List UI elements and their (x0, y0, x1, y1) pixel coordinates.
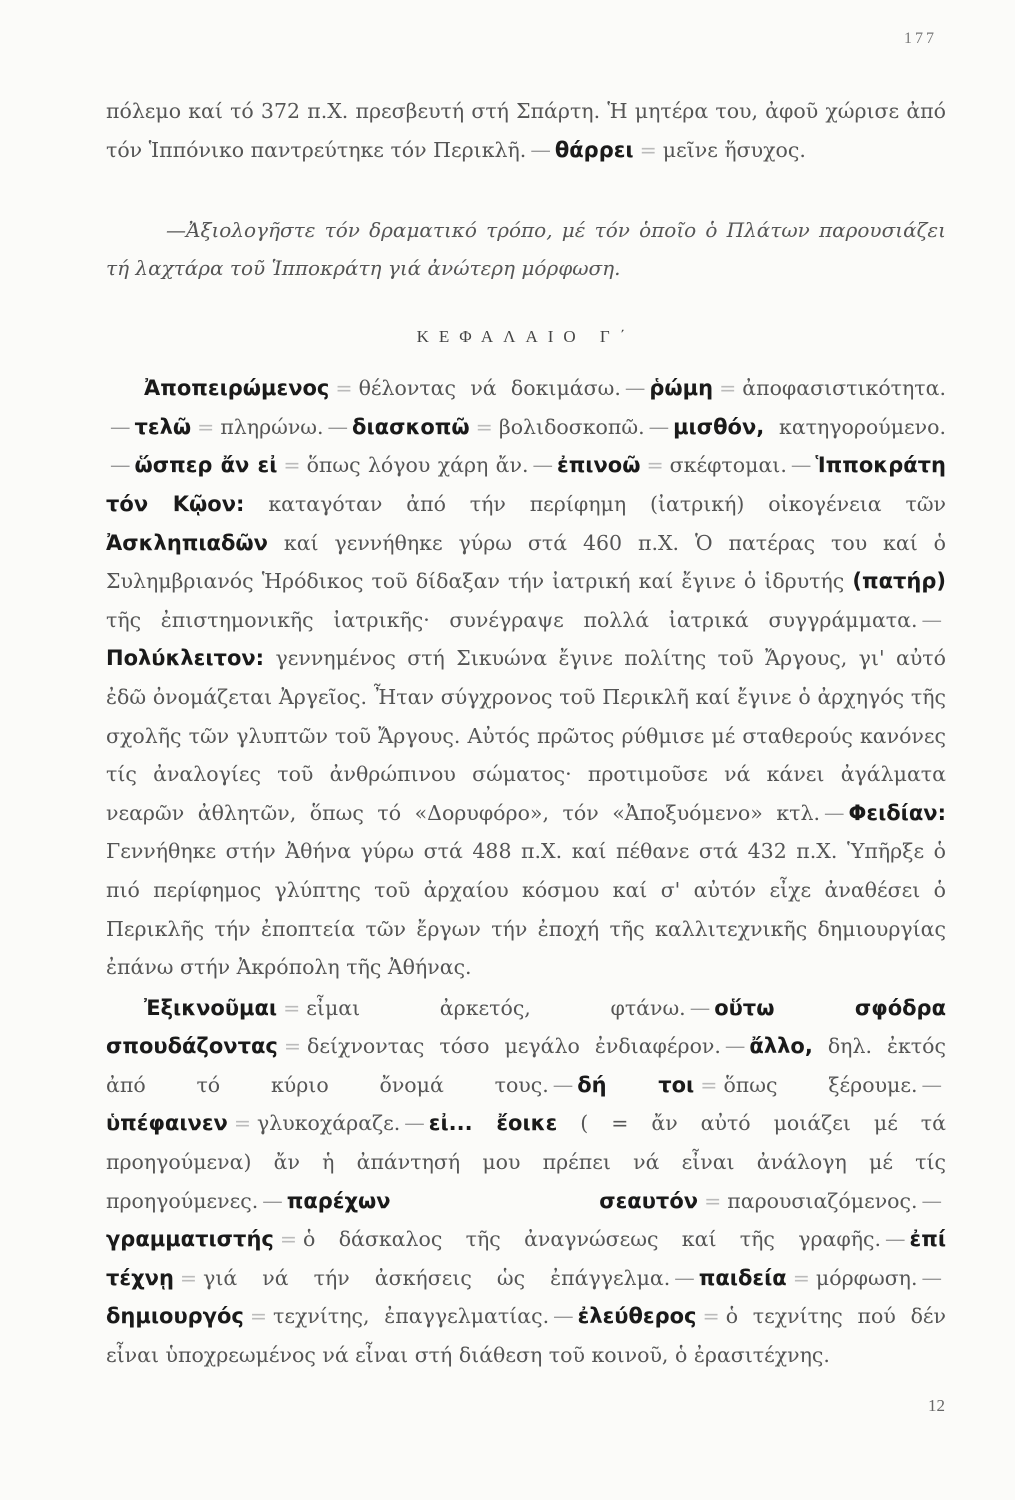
glossary-term: ὑπέφαινεν (106, 1111, 228, 1136)
glossary-def: ὁ δάσκαλος τῆς ἀναγνώσεως καί τῆς γραφῆς. (303, 1227, 882, 1252)
page-number-bottom: 12 (928, 1396, 945, 1415)
glossary-term: μισθόν, (673, 414, 765, 439)
glossary-def: τῆς ἐπιστημονικῆς ἰατρικῆς· συνέγραψε πολλά ἰατρικά συγγράμματα. (106, 607, 918, 632)
glossary-term: εἰ... ἔοικε (428, 1111, 558, 1136)
glossary-def: εἶμαι ἀρκετός, φτάνω. (306, 995, 686, 1020)
intro-paragraph: πόλεμο καί τό 372 π.Χ. πρεσβευτή στή Σπάρτη. Ἡ μητέρα του, ἀφοῦ χώρισε ἀπό τόν Ἱππόνικο παντρεύτηκε τόν Περικλῆ. — θάρρει = μεῖνε ἥσυχος. (106, 99, 946, 162)
glossary-def: δηλ. ἐκτός ἀπό τό κύριο ὄνομά τους. (106, 1034, 946, 1097)
glossary-def: καί γεννήθηκε γύρω στά 460 π.Χ. Ὁ πατέρας του καί ὁ Συλημβριανός Ἡρόδικος τοῦ δίδαξαν τήν ἰατρική καί ἔγινε ὁ ἱδρυτής (106, 530, 946, 594)
glossary-def: θέλοντας νά δοκιμάσω. (358, 376, 621, 401)
glossary-paragraph-1: Ἀποπειρώμενος = θέλοντας νά δοκιμάσω. — ῥώμη = ἀποφασιστικότητα.— τελῶ = πληρώνω. — διασκοπῶ = βολιδοσκοπῶ. — μισθόν, κατηγορούμενο.— ὥσπερ ἄν εἰ = ὅπως λόγου χάρη ἄν. — ἐπινοῶ = σκέφτομαι. — Ἱπποκράτη τόν Κῷον: καταγόταν ἀπό τήν περίφημη (ἰατρική) οἰκογένεια τῶν Ἀσκληπιαδῶν καί γεννήθηκε γύρω στά 460 π.Χ. Ὁ πατέρας του καί ὁ Συλημβριανός Ἡρόδικος τοῦ δίδαξαν τήν ἰατρική καί ἔγινε ὁ ἱδρυτής (πατήρ) τῆς ἐπιστημονικῆς ἰατρικῆς· συνέγραψε πολλά ἰατρικά συγγράμματα. —Πολύκλειτον: γεννημένος στή Σικυώνα ἔγινε πολίτης τοῦ Ἄργους, γι' αὐτό ἐδῶ ὀνομάζεται Ἀργεῖος. Ἦταν σύγχρονος τοῦ Περικλῆ καί ἔγινε ὁ ἀρχηγός τῆς σχολῆς τῶν γλυπτῶν τοῦ Ἄργους. Αὐτός πρῶτος ρύθμισε μέ σταθερούς κανόνες τίς ἀναλογίες τοῦ ἀνθρώπινου σώματος· προτιμοῦσε νά κάνει ἀγάλματα νεαρῶν ἀθλητῶν, ὅπως τό «Δορυφόρο», τόν «Ἀποξυόμενο» κτλ. — Φειδίαν: Γεννήθηκε στήν Ἀθήνα γύρω στά 488 π.Χ. καί πέθανε στά 432 π.Χ. Ὑπῆρξε ὁ πιό περίφημος γλύπτης τοῦ ἀρχαίου κόσμου καί σ' αὐτόν εἶχε ἀναθέσει ὁ Περικλῆς τήν ἐποπτεία τῶν ἔργων τήν ἐποχή τῆς καλλιτεχνικῆς δημιουργίας ἐπάνω στήν Ἀκρόπολη τῆς Ἀθήνας. (106, 376, 946, 980)
glossary-term: Ἱπποκράτη τόν Κῷον: (106, 453, 946, 516)
glossary-term: διασκοπῶ (352, 414, 470, 439)
glossary-term: Πολύκλειτον: (106, 646, 265, 671)
glossary-term: ἐπινοῶ (557, 453, 641, 478)
chapter-title: ΚΕΦΑΛΑΙΟ Γ΄ (416, 327, 636, 347)
glossary-def: τεχνίτης, ἐπαγγελματίας. (273, 1304, 550, 1329)
glossary-paragraph-2: Ἐξικνοῦμαι = εἶμαι ἀρκετός, φτάνω. — οὕτω σφόδρα σπουδάζοντας = δείχνοντας τόσο μεγάλο ἐνδιαφέρον. — ἄλλο, δηλ. ἐκτός ἀπό τό κύριο ὄνομά τους. — δή τοι = ὅπως ξέρουμε. —ὑπέφαινεν = γλυκοχάραζε. — εἰ... ἔοικε ( = ἄν αὐτό μοιάζει μέ τά προηγούμενα) ἄν ἡ ἀπάντησή μου πρέπει νά εἶναι ἀνάλογη μέ τίς προηγούμενες. — παρέχων σεαυτόν = παρουσιαζόμενος. —γραμματιστής = ὁ δάσκαλος τῆς ἀναγνώσεως καί τῆς γραφῆς. — ἐπί τέχνῃ = γιά νά τήν ἀσκήσεις ὡς ἐπάγγελμα. — παιδεία = μόρφωση. —δημιουργός = τεχνίτης, ἐπαγγελματίας. — ἐλεύθερος = ὁ τεχνίτης πού δέν εἶναι ὑποχρεωμένος νά εἶναι στή διάθεση τοῦ κοινοῦ, ὁ ἐρασιτέχνης. (106, 995, 947, 1368)
glossary-def: ὅπως ξέρουμε. (723, 1072, 918, 1097)
glossary-term: Ἀσκληπιαδῶν (106, 530, 268, 555)
glossary-term: οὕτω σφόδρα σπουδάζοντας (106, 995, 947, 1059)
glossary-def: δείχνοντας τόσο μεγάλο ἐνδιαφέρον. (307, 1034, 721, 1059)
glossary-def: βολιδοσκοπῶ. (498, 414, 645, 439)
glossary-term: Φειδίαν: (848, 800, 946, 825)
glossary-term: τελῶ (134, 414, 192, 439)
glossary-def: καταγόταν ἀπό τήν περίφημη (ἰατρική) οἰκογένεια τῶν (268, 491, 946, 516)
glossary-term: γραμματιστής (106, 1227, 274, 1252)
glossary-def: γεννημένος στή Σικυώνα ἔγινε πολίτης τοῦ Ἄργους, γι' αὐτό ἐδῶ ὀνομάζεται Ἀργεῖος. Ἦταν σύγχρονος τοῦ Περικλῆ καί ἔγινε ὁ ἀρχηγός τῆς σχολῆς τῶν γλυπτῶν τοῦ Ἄργους. Αὐτός πρῶτος ρύθμισε μέ σταθερούς κανόνες τίς ἀναλογίες τοῦ ἀνθρώπινου σώματος· προτιμοῦσε νά κάνει ἀγάλματα νεαρῶν ἀθλητῶν, ὅπως τό «Δορυφόρο», τόν «Ἀποξυόμενο» κτλ. (106, 646, 946, 825)
glossary-term: παρέχων σεαυτόν (286, 1188, 699, 1213)
def-tharrei: μεῖνε ἥσυχος. (662, 137, 806, 162)
glossary-term: ὥσπερ ἄν εἰ (134, 453, 278, 478)
glossary-def: γιά νά τήν ἀσκήσεις ὡς ἐπάγγελμα. (203, 1265, 671, 1290)
glossary-term: ἐπί τέχνῃ (106, 1227, 946, 1290)
glossary-def: ( = ἄν αὐτό μοιάζει μέ τά προηγούμενα) ἄν ἡ ἀπάντησή μου πρέπει νά εἶναι ἀνάλογη μέ τίς προηγούμενες. (106, 1111, 946, 1213)
glossary-def: ἀποφασιστικότητα. (742, 376, 946, 401)
glossary-def: πληρώνω. (220, 414, 324, 439)
glossary (106, 369, 946, 1374)
glossary-term: δημιουργός (106, 1304, 244, 1329)
glossary-term: δή τοι (577, 1072, 695, 1097)
page-number-top: 177 (904, 30, 937, 47)
glossary-term: Ἐξικνοῦμαι (144, 995, 278, 1020)
glossary-def: Γεννήθηκε στήν Ἀθήνα γύρω στά 488 π.Χ. καί πέθανε στά 432 π.Χ. Ὑπῆρξε ὁ πιό περίφημος γλύπτης τοῦ ἀρχαίου κόσμου καί σ' αὐτόν εἶχε ἀναθέσει ὁ Περικλῆς τήν ἐποπτεία τῶν ἔργων τήν ἐποχή τῆς καλλιτεχνικῆς δημιουργίας ἐπάνω στήν Ἀκρόπολη τῆς Ἀθήνας. (106, 839, 946, 980)
glossary-term: ἄλλο, (749, 1034, 813, 1059)
glossary-def: μόρφωση. (815, 1265, 918, 1290)
glossary-def: σκέφτομαι. (669, 453, 787, 478)
glossary-term: (πατήρ) (852, 569, 946, 594)
glossary-term: παιδεία (698, 1265, 787, 1290)
glossary-def: παρουσιαζόμενος. (727, 1188, 918, 1213)
intro-text: πόλεμο καί τό 372 π.Χ. πρεσβευτή στή Σπάρτη. Ἡ μητέρα του, ἀφοῦ χώρισε ἀπό τόν Ἱππόνικο παντρεύτηκε τόν Περικλῆ. (106, 99, 946, 162)
glossary-term: ἐλεύθερος (577, 1304, 697, 1329)
glossary-def: ὁ τεχνίτης πού δέν εἶναι ὑποχρεωμένος νά εἶναι στή διάθεση τοῦ κοινοῦ, ὁ ἐρασιτέχνης. (106, 1304, 946, 1368)
glossary-def: γλυκοχάραζε. (257, 1111, 401, 1136)
page-body (106, 92, 946, 1375)
term-tharrei: θάρρει (554, 137, 634, 162)
glossary-def: κατηγορούμενο. (779, 414, 946, 439)
glossary-def: ὅπως λόγου χάρη ἄν. (306, 453, 529, 478)
glossary-term: Ἀποπειρώμενος (144, 376, 330, 401)
study-question: —Ἀξιολογῆστε τόν δραματικό τρόπο, μέ τόν ὁποῖο ὁ Πλάτων παρουσιάζει τή λαχτάρα τοῦ Ἱπποκράτη γιά ἀνώτερη μόρφωση. (106, 218, 946, 281)
glossary-term: ῥώμη (649, 376, 714, 401)
